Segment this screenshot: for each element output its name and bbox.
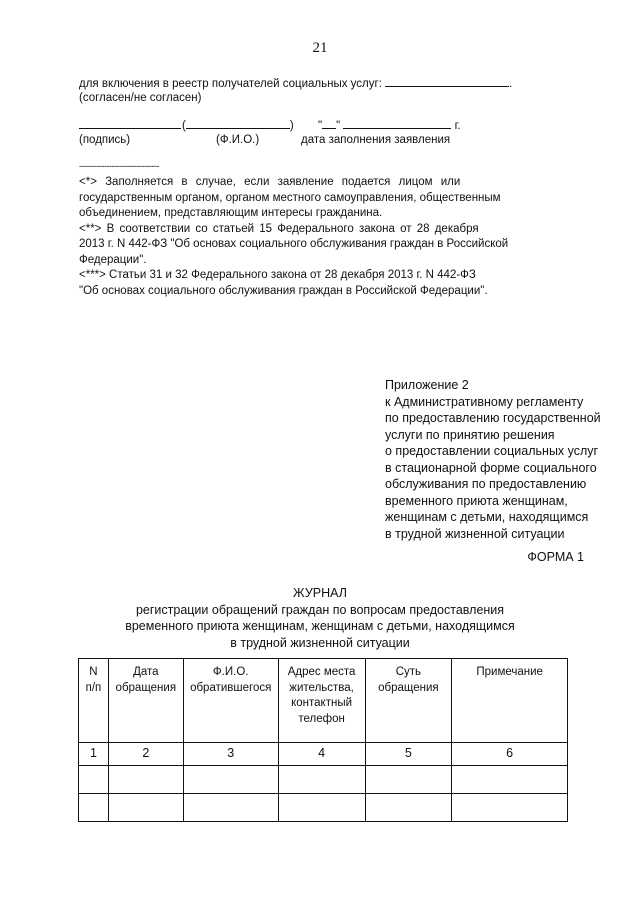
day-blank — [322, 116, 336, 129]
table-cell — [278, 766, 365, 794]
footnote-line: Федерации". — [79, 253, 147, 266]
signature-label: (подпись) — [79, 134, 131, 146]
number-cell: 3 — [183, 743, 278, 766]
footnote-line: "Об основах социального обслуживания граждан в Российской Федерации". — [79, 284, 488, 297]
table-cell — [108, 766, 183, 794]
table-header-row — [79, 659, 568, 743]
header-cell-date: Дата обращения — [108, 659, 183, 743]
appendix-line: в трудной жизненной ситуации — [385, 526, 565, 541]
table-cell — [183, 794, 278, 822]
table-cell — [183, 766, 278, 794]
consent-blank — [385, 74, 509, 87]
appendix-line: по предоставлению государственной — [385, 411, 601, 425]
journal-title-main: ЖУРНАЛ — [293, 586, 347, 600]
date-quote-open: " — [318, 120, 323, 132]
consent-period: . — [509, 78, 513, 90]
journal-title-line: регистрации обращений граждан по вопросам предоставления — [135, 602, 505, 617]
form-label: ФОРМА 1 — [527, 550, 584, 564]
footnote-line: 2013 г. N 442-ФЗ "Об основах социального обслуживания граждан в Российской — [79, 238, 509, 250]
table-cell — [108, 794, 183, 822]
consent-text: для включения в реестр получателей социальных услуг: — [79, 78, 382, 90]
number-cell: 5 — [365, 743, 452, 766]
fio-label: (Ф.И.О.) — [216, 134, 260, 146]
table-cell — [278, 794, 365, 822]
header-cell-address: Адрес места жительства, контактный телефон — [278, 659, 365, 743]
number-cell: 4 — [278, 743, 365, 766]
header-cell-note: Примечание — [452, 659, 568, 743]
footnote-line: <***> Статьи 31 и 32 Федерального закона от 28 декабря 2013 г. N 442-ФЗ — [79, 269, 476, 281]
appendix-line: Приложение 2 — [385, 378, 469, 392]
footnote-line: <**> В соответствии со статьей 15 Федерального закона от 28 декабря — [79, 222, 479, 235]
number-cell: 1 — [79, 743, 109, 766]
date-quote-close: " — [336, 120, 341, 132]
number-cell: 6 — [452, 743, 568, 766]
fio-blank — [186, 116, 290, 129]
page-number: 21 — [312, 40, 328, 56]
appendix-heading — [385, 377, 601, 542]
consent-options: (согласен/не согласен) — [79, 92, 202, 104]
journal-title-line: временного приюта женщинам, женщинам с детьми, находящимся — [125, 619, 515, 633]
appendix-line: к Административному регламенту — [385, 394, 584, 409]
table-cell — [365, 766, 452, 794]
number-cell: 2 — [108, 743, 183, 766]
appendix-line: обслуживания по предоставлению — [385, 477, 587, 491]
table-row — [79, 794, 568, 822]
appendix-line: о предоставлении социальных услуг — [385, 444, 599, 458]
table-row — [79, 766, 568, 794]
footnote-line: государственным органом, органом местного самоуправления, общественным — [79, 191, 501, 204]
appendix-line: услуги по принятию решения — [385, 427, 555, 442]
table-cell — [452, 766, 568, 794]
header-cell-essence: Суть обращения — [365, 659, 452, 743]
date-label: дата заполнения заявления — [301, 134, 451, 146]
journal-title-line: в трудной жизненной ситуации — [230, 635, 410, 650]
footnote-line: <*> Заполняется в случае, если заявление подается лицом или — [79, 176, 461, 188]
year-suffix: г. — [454, 120, 461, 132]
appendix-line: женщинам с детьми, находящимся — [385, 510, 589, 524]
journal-table — [78, 658, 568, 822]
fio-close-paren: ) — [289, 120, 294, 132]
table-cell — [452, 794, 568, 822]
table-number-row — [79, 743, 568, 766]
footnote-separator: -------------------------------- — [79, 161, 159, 171]
table-cell — [79, 766, 109, 794]
journal-title — [0, 585, 640, 651]
footnote-line: объединением, представляющим интересы гражданина. — [79, 207, 383, 219]
footnotes — [79, 175, 508, 299]
fio-open-paren: ( — [182, 120, 186, 132]
table-cell — [365, 794, 452, 822]
header-cell-fio: Ф.И.О. обратившегося — [183, 659, 278, 743]
table-cell — [79, 794, 109, 822]
appendix-line: временного приюта женщинам, — [385, 493, 568, 508]
header-cell-number: N п/п — [79, 659, 109, 743]
appendix-line: в стационарной форме социального — [385, 460, 597, 475]
month-blank — [343, 116, 451, 129]
